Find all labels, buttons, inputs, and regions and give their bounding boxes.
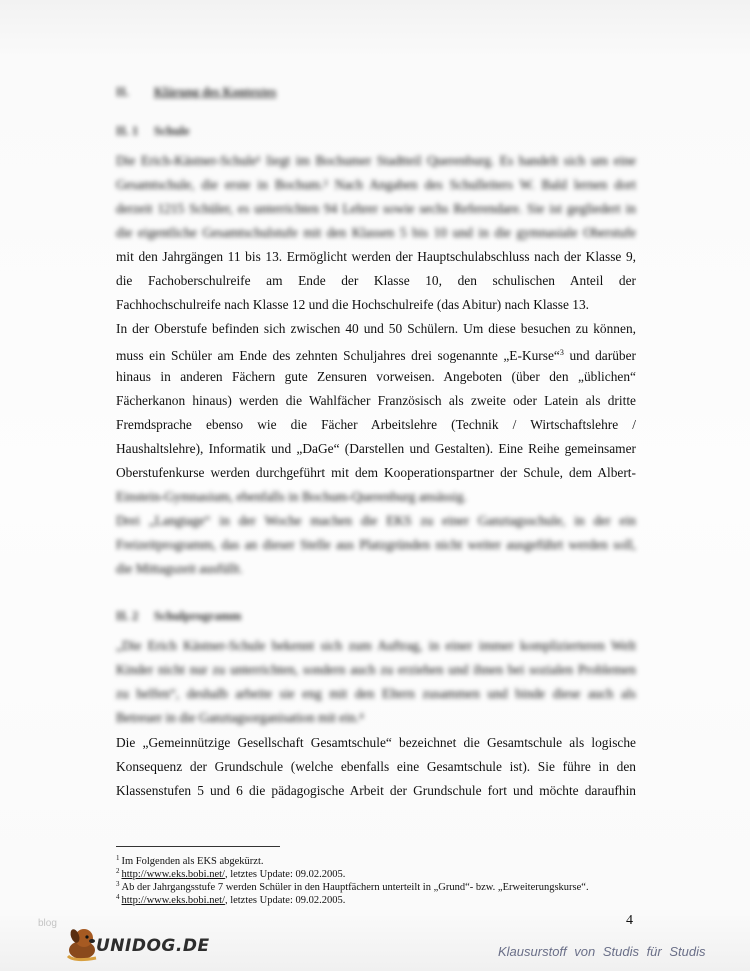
- blurred-line: Kinder nicht nur zu unterrichten, sondern auch zu erziehen und ihnen bei sozialen Problemen: [116, 662, 636, 677]
- body-line: Fremdsprache ebenso wie die Fächer Arbeitslehre (Technik / Wirtschaftslehre /: [116, 417, 636, 432]
- body-line: Die „Gemeinnützige Gesellschaft Gesamtschule“ bezeichnet die Gesamtschule als logische: [116, 735, 636, 750]
- body-line: mit den Jahrgängen 11 bis 13. Ermöglicht werden der Hauptschulabschluss nach der Klasse 9,: [116, 249, 636, 264]
- blurred-line: zu helfen“, deshalb arbeite sie eng mit den Eltern zusammen und binde diese auch als: [116, 686, 636, 701]
- body-line: Oberstufenkurse werden durchgeführt mit dem Kooperationspartner der Schule, dem Albert-: [116, 465, 636, 480]
- subsection-2-title: Schulprogramm: [154, 609, 242, 623]
- footnote-number: 4: [116, 893, 120, 901]
- footnote-number: 1: [116, 854, 120, 862]
- body-line: [116, 341, 636, 368]
- page-number: 4: [626, 913, 633, 928]
- body-line: Fachhochschulreife nach Klasse 12 und die Hochschulreife (das Abitur) nach Klasse 13.: [116, 297, 589, 312]
- footnote-divider: [116, 846, 280, 847]
- footnote-link[interactable]: http://www.eks.bobi.net/: [121, 895, 225, 906]
- blurred-line: „Die Erich Kästner-Schule bekennt sich zum Auftrag, in einer immer komplizierteren Welt: [116, 638, 636, 653]
- body-line-part: und darüber: [563, 348, 636, 363]
- blurred-line: Gesamtschule, die erste in Bochum.² Nach Angaben des Schulleiters W. Bald lernen dort: [116, 177, 636, 192]
- unidog-logo: [62, 926, 210, 962]
- body-line: In der Oberstufe befinden sich zwischen 40 und 50 Schülern. Um diese besuchen zu können,: [116, 321, 636, 336]
- footer-slogan: Klausurstoff von Studis für Studis: [498, 944, 706, 959]
- body-line: hinaus in anderen Fächern gute Zensuren vorweisen. Angeboten (über den „üblichen“: [116, 369, 636, 384]
- subsection-2-number: II. 2: [116, 609, 139, 623]
- footnote-number: 3: [116, 880, 120, 888]
- footnote-text: Ab der Jahrgangsstufe 7 werden Schüler in den Hauptfächern unterteilt in „Grund“- bzw. „Erweiterungskurse“.: [121, 882, 589, 893]
- blurred-line: die eigentliche Gesamtschulstufe mit den Klassen 5 bis 10 und in die gymnasiale Oberstufe: [116, 225, 636, 240]
- blurred-line: Freizeitprogramm, das an dieser Stelle aus Platzgründen nicht weiter ausgeführt werden soll,: [116, 537, 636, 552]
- body-line: Fächerkanon hinaus) werden die Wahlfächer Französisch als zweite oder Latein als dritte: [116, 393, 636, 408]
- body-line: Klassenstufen 5 und 6 die pädagogische Arbeit der Grundschule fort und möchte daraufhin: [116, 783, 636, 798]
- footnote-text: , letztes Update: 09.02.2005.: [224, 895, 346, 906]
- footnote-link[interactable]: http://www.eks.bobi.net/: [121, 869, 225, 880]
- blurred-line: die Mittagszeit ausfüllt.: [116, 561, 243, 576]
- subsection-1-number: II. 1: [116, 124, 139, 138]
- logo-text: UNIDOG.DE: [96, 936, 210, 956]
- subsection-1-title: Schule: [154, 124, 190, 138]
- footnote-number: 2: [116, 867, 120, 875]
- footnote-text: Im Folgenden als EKS abgekürzt.: [121, 856, 264, 867]
- body-line: die Fachoberschulreife am Ende der Klasse 10, den schulischen Anteil der: [116, 273, 636, 288]
- blurred-line: Die Erich-Kästner-Schule¹ liegt im Bochumer Stadtteil Querenburg. Es handelt sich um eine: [116, 153, 636, 168]
- body-line: Konsequenz der Grundschule (welche ebenfalls eine Gesamtschule ist). Sie führe in den: [116, 759, 636, 774]
- blog-watermark-label: blog: [38, 918, 57, 929]
- footnote-ref-3: 3: [559, 348, 564, 357]
- section-number: II.: [116, 85, 129, 99]
- blurred-line: derzeit 1215 Schüler, es unterrichten 94 Lehrer sowie sechs Referendare. Sie ist gegliedert in: [116, 201, 636, 216]
- body-line-part: muss ein Schüler am Ende des zehnten Schuljahres drei sogenannte „E-Kurse“: [116, 348, 560, 363]
- blurred-line: Einstein-Gymnasium, ebenfalls in Bochum-Querenburg ansässig.: [116, 489, 467, 504]
- blurred-line: Drei „Langtage“ in der Woche machen die EKS zu einer Ganztagsschule, in der ein: [116, 513, 636, 528]
- footnote-4: [116, 891, 345, 907]
- footnote-text: , letztes Update: 09.02.2005.: [224, 869, 346, 880]
- blurred-line: Betreuer in die Ganztagsorganisation mit ein.⁴: [116, 710, 364, 725]
- body-line: Haushaltslehre), Informatik und „DaGe“ (Darstellen und Gestalten). Eine Reihe gemeinsamer: [116, 441, 636, 456]
- section-title: Klärung des Kontextes: [154, 85, 277, 99]
